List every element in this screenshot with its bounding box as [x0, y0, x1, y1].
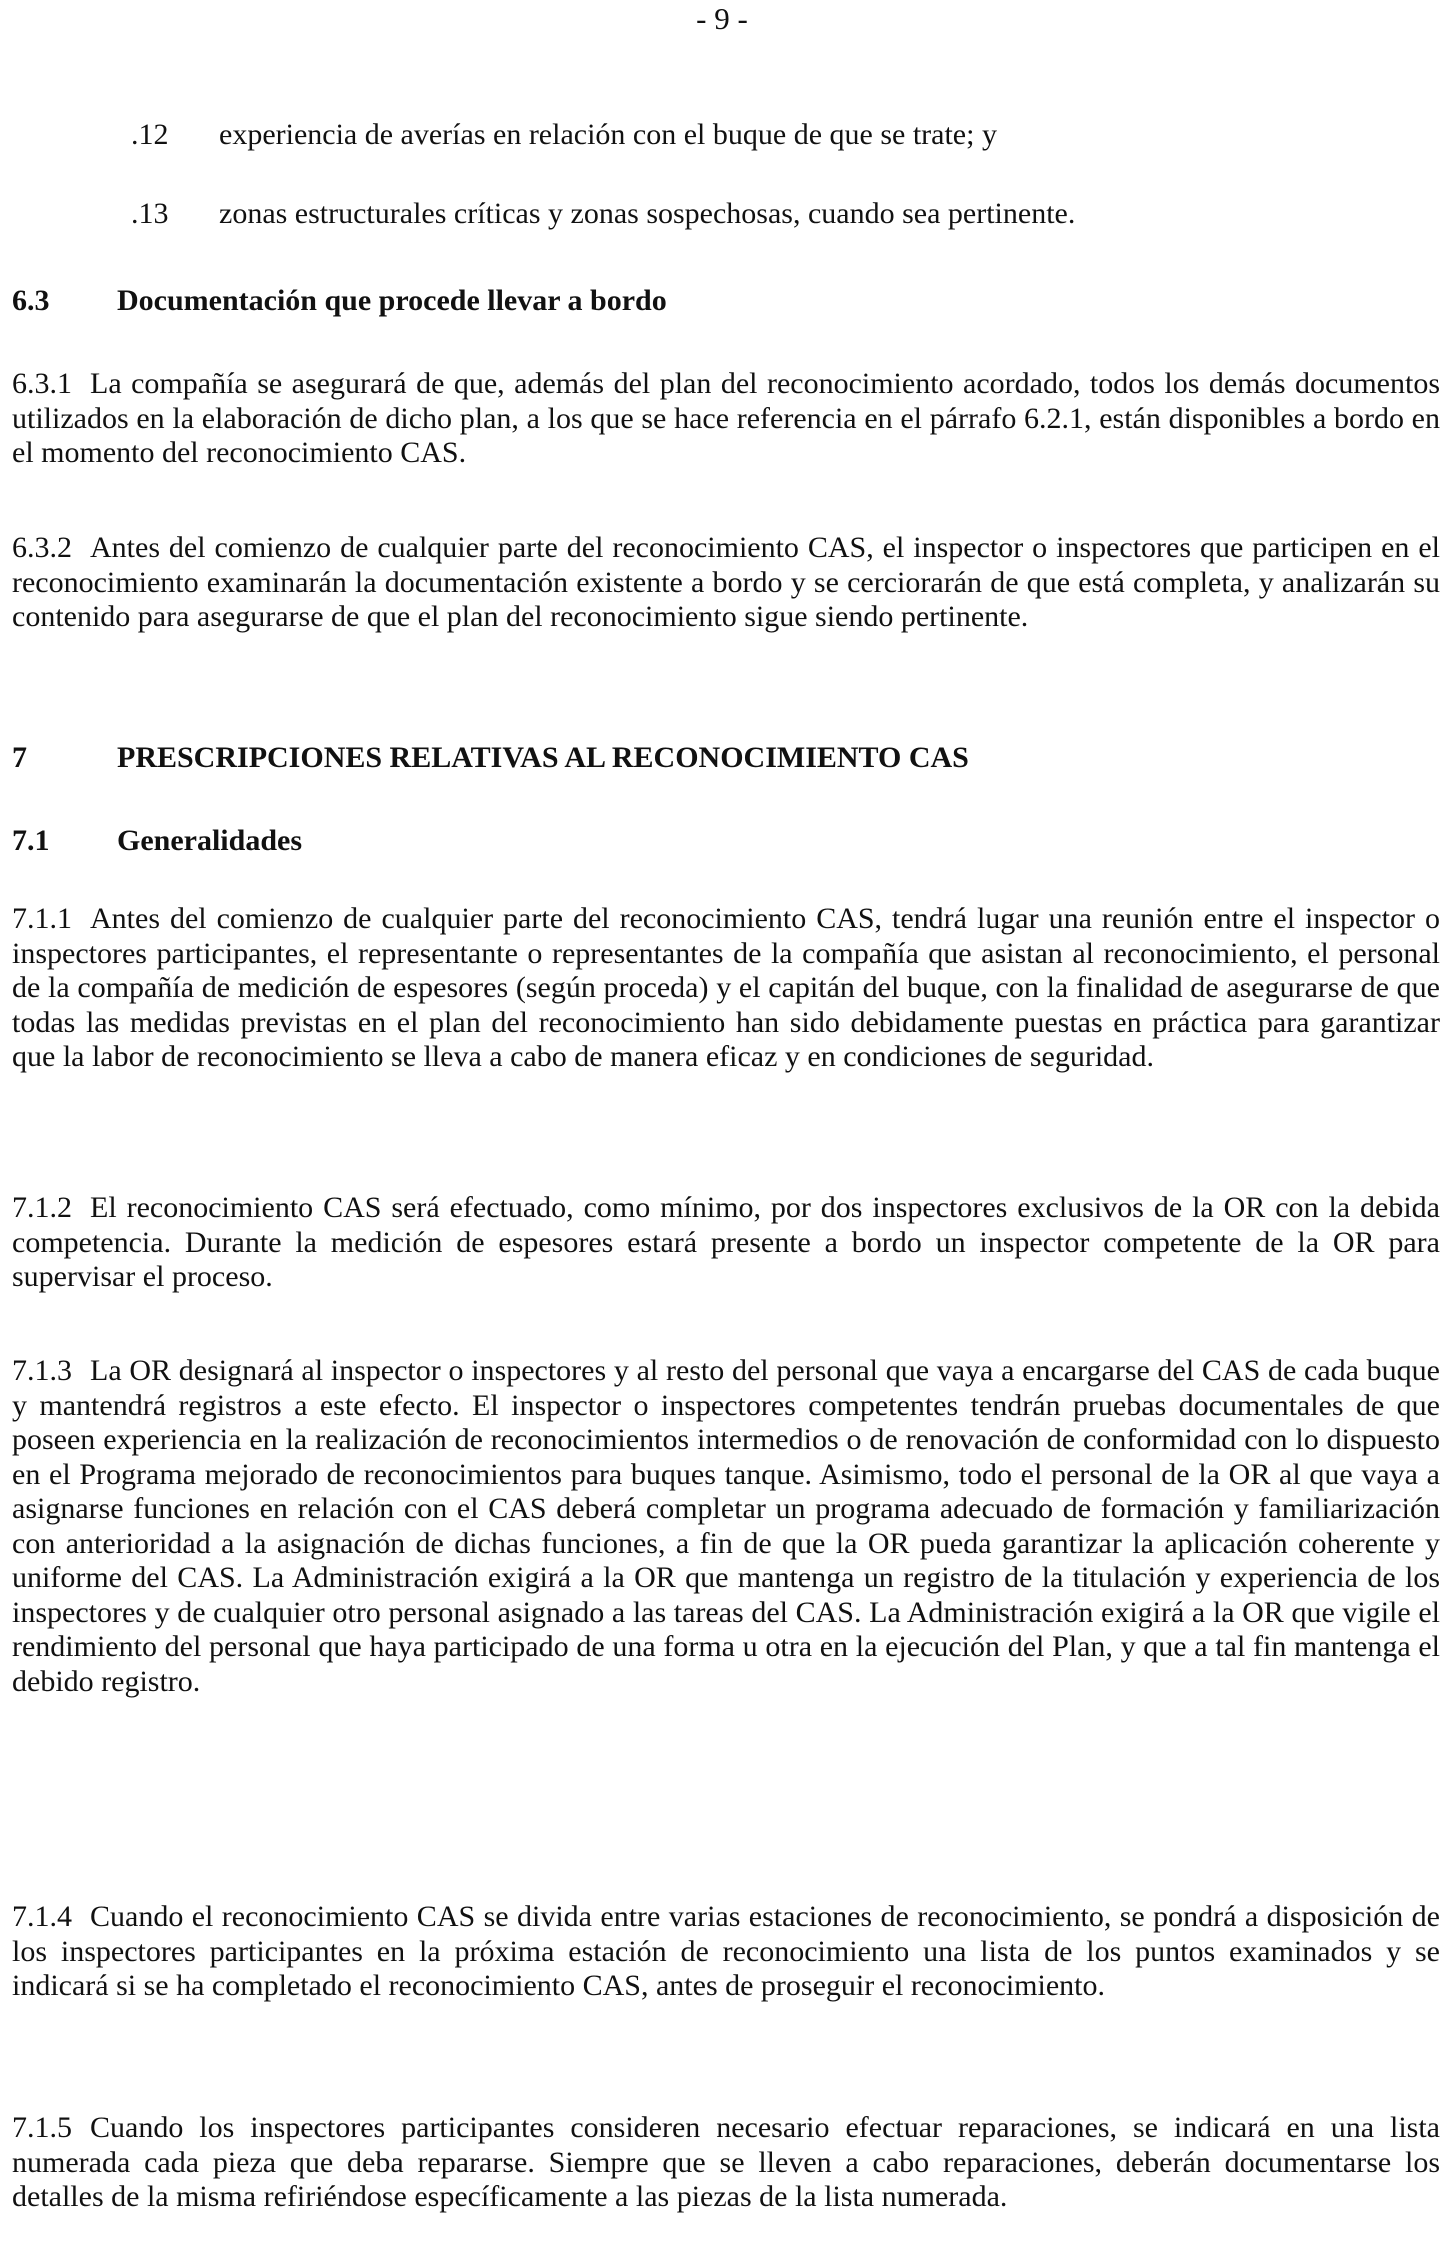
section-heading-7 — [12, 740, 969, 776]
paragraph-text: La compañía se asegurará de que, además del plan del reconocimiento acordado, todos los demás documentos utilizados en la elaboración de dicho plan, a los que se hace referencia en el párrafo 6.2.1, están disponibles a bordo en el momento del reconocimiento CAS. — [12, 367, 1440, 469]
paragraph-number: 7.1.5 — [12, 2111, 72, 2144]
section-heading-7-1 — [12, 823, 302, 859]
section-number: 6.3 — [12, 284, 50, 317]
paragraph-number: 7.1.1 — [12, 902, 72, 935]
paragraph-7-1-3 — [12, 1354, 1440, 1699]
section-heading-6-3 — [12, 283, 667, 319]
paragraph-text: Cuando el reconocimiento CAS se divida entre varias estaciones de reconocimiento, se pondrá a disposición de los inspectores participantes en la próxima estación de reconocimiento una lista de los puntos examinados y se indicará si se ha completado el reconocimiento CAS, antes de proseguir el reconocimiento. — [12, 1900, 1440, 2002]
section-title: Documentación que procede llevar a bordo — [117, 284, 667, 317]
section-number: 7 — [12, 741, 27, 774]
list-item-12 — [131, 117, 997, 153]
paragraph-number: 7.1.3 — [12, 1354, 72, 1387]
paragraph-text: Cuando los inspectores participantes consideren necesario efectuar reparaciones, se indicará en una lista numerada cada pieza que deba repararse. Siempre que se lleven a cabo reparaciones, deberán documentarse los detalles de la misma refiriéndose específicamente a las piezas de la lista numerada. — [12, 2111, 1440, 2213]
section-title: Generalidades — [117, 824, 302, 857]
list-item-text: zonas estructurales críticas y zonas sospechosas, cuando sea pertinente. — [219, 197, 1076, 230]
paragraph-text: Antes del comienzo de cualquier parte del reconocimiento CAS, el inspector o inspectores que participen en el reconocimiento examinarán la documentación existente a bordo y se cerciorarán de que está completa, y analizarán su contenido para asegurarse de que el plan del reconocimiento sigue siendo pertinente. — [12, 531, 1440, 633]
list-item-13 — [131, 196, 1075, 232]
list-item-text: experiencia de averías en relación con el buque de que se trate; y — [219, 118, 997, 151]
paragraph-number: 7.1.4 — [12, 1900, 72, 1933]
paragraph-text: El reconocimiento CAS será efectuado, como mínimo, por dos inspectores exclusivos de la OR con la debida competencia. Durante la medición de espesores estará presente a bordo un inspector competente de la OR para supervisar el proceso. — [12, 1191, 1440, 1293]
section-title: PRESCRIPCIONES RELATIVAS AL RECONOCIMIENTO CAS — [117, 741, 969, 774]
section-number: 7.1 — [12, 824, 50, 857]
paragraph-7-1-2 — [12, 1191, 1440, 1295]
paragraph-7-1-5 — [12, 2111, 1440, 2215]
paragraph-number: 7.1.2 — [12, 1191, 72, 1224]
list-item-number: .13 — [131, 197, 169, 230]
paragraph-text: La OR designará al inspector o inspectores y al resto del personal que vaya a encargarse del CAS de cada buque y mantendrá registros a este efecto. El inspector o inspectores competentes tendrán pruebas documentales de que poseen experiencia en la realización de reconocimientos intermedios o de renovación de conformidad con lo dispuesto en el Programa mejorado de reconocimientos para buques tanque. Asimismo, todo el personal de la OR al que vaya a asignarse funciones en relación con el CAS deberá completar un programa adecuado de formación y familiarización con anterioridad a la asignación de dichas funciones, a fin de que la OR pueda garantizar la aplicación coherente y uniforme del CAS. La Administración exigirá a la OR que mantenga un registro de la titulación y experiencia de los inspectores y de cualquier otro personal asignado a las tareas del CAS. La Administración exigirá a la OR que vigile el rendimiento del personal que haya participado de una forma u otra en la ejecución del Plan, y que a tal fin mantenga el debido registro. — [12, 1354, 1440, 1698]
paragraph-number: 6.3.2 — [12, 531, 72, 564]
paragraph-7-1-4 — [12, 1900, 1440, 2004]
paragraph-number: 6.3.1 — [12, 367, 72, 400]
paragraph-text: Antes del comienzo de cualquier parte del reconocimiento CAS, tendrá lugar una reunión entre el inspector o inspectores participantes, el representante o representantes de la compañía que asistan al reconocimiento, el personal de la compañía de medición de espesores (según proceda) y el capitán del buque, con la finalidad de asegurarse de que todas las medidas previstas en el plan del reconocimiento han sido debidamente puestas en práctica para garantizar que la labor de reconocimiento se lleva a cabo de manera eficaz y en condiciones de seguridad. — [12, 902, 1440, 1073]
paragraph-7-1-1 — [12, 902, 1440, 1075]
paragraph-6-3-1 — [12, 367, 1440, 471]
page-number: - 9 - — [696, 1, 748, 36]
paragraph-6-3-2 — [12, 531, 1440, 635]
list-item-number: .12 — [131, 118, 169, 151]
